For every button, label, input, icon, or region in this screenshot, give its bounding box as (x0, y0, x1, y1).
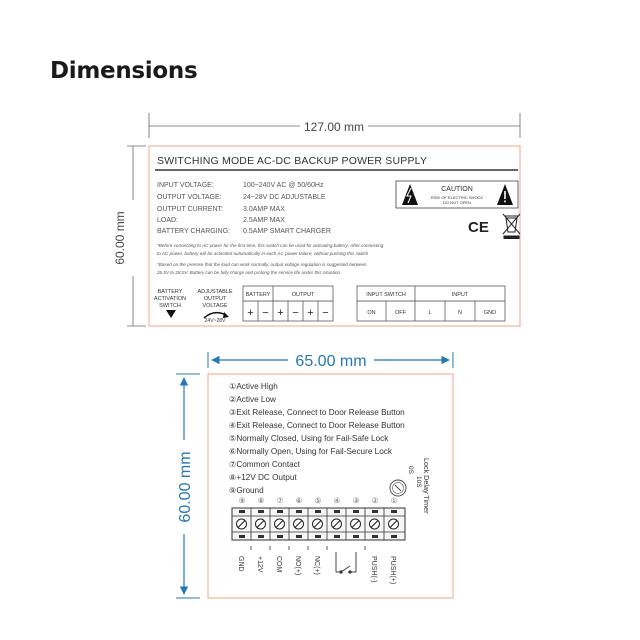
terminal-sign: + (277, 307, 284, 319)
svg-text:①Active High: ①Active High (229, 382, 278, 391)
svg-text:+12V: +12V (256, 556, 263, 573)
terminal-battery-label: BATTERY (245, 292, 271, 298)
input-cell: L (428, 310, 432, 316)
label1-dimension-height (113, 146, 146, 326)
note2-line1: *Based on the premise that the load can work normally, output voltage regulation is suggested between (157, 262, 367, 267)
terminal-sign: + (247, 307, 254, 319)
caution-box (396, 181, 518, 208)
svg-text:OUTPUT: OUTPUT (203, 296, 227, 302)
input-switch-label: INPUT SWITCH (366, 292, 406, 298)
svg-text:ADJUSTABLE: ADJUSTABLE (197, 289, 233, 295)
svg-text:⑨Ground: ⑨Ground (229, 486, 264, 495)
input-cell: ON (367, 310, 376, 316)
terminal-sign: − (262, 307, 269, 319)
svg-text:PUSH(+): PUSH(+) (389, 556, 396, 585)
terminal-sign: − (292, 307, 299, 319)
svg-text:⑥Normally Open, Using for Fail: ⑥Normally Open, Using for Fail-Secure Lock (229, 447, 392, 456)
voltage-range: 24V~28V (204, 318, 226, 324)
svg-text:⑧: ⑧ (257, 496, 265, 505)
svg-text:ACTIVATION: ACTIVATION (153, 296, 187, 302)
battery-output-terminals (243, 286, 333, 321)
svg-text:⑨: ⑨ (238, 496, 246, 505)
terminal-sign: − (322, 307, 329, 319)
label1-heading: SWITCHING MODE AC-DC BACKUP POWER SUPPLY (157, 155, 428, 167)
note1-line1: *Before connecting to AC power for the first time, this switch can be used for activating battery; After connecting (157, 243, 384, 248)
svg-text:BATTERY: BATTERY (157, 289, 183, 295)
caution-line1: RISK OF ELECTRIC SHOCK (430, 195, 484, 200)
svg-text:COM: COM (275, 556, 282, 573)
spec-value: 2.5AMP MAX (243, 217, 285, 224)
svg-text:①: ① (390, 496, 398, 505)
svg-text:③Exit Release, Connect to Door: ③Exit Release, Connect to Door Release Button (229, 408, 405, 417)
svg-text:SWITCH: SWITCH (159, 303, 181, 309)
board2-height-text: 60.00 mm (177, 451, 194, 523)
spec-key: BATTERY CHARGING: (157, 228, 231, 235)
spec-value: 100~240V AC @ 50/60Hz (243, 182, 324, 189)
note2-line2: 26.5V to 28.0V. Battery can be fully charge and prolong the service life under this situation. (157, 270, 342, 275)
board2-width-text: 65.00 mm (295, 353, 367, 370)
svg-text:④Exit Release, Connect to Door: ④Exit Release, Connect to Door Release Button (229, 421, 405, 430)
input-terminals (357, 286, 505, 321)
terminal-block (232, 508, 405, 540)
svg-text:⑤Normally Closed, Using for Fa: ⑤Normally Closed, Using for Fail-Safe Lock (229, 434, 389, 443)
spec-value: 3.0AMP MAX (243, 206, 285, 213)
label1-dimension-width (149, 113, 520, 138)
spec-key: LOAD: (157, 217, 179, 224)
svg-text:GND: GND (237, 556, 244, 572)
input-cell: N (458, 310, 462, 316)
svg-text:VOLTAGE: VOLTAGE (202, 303, 228, 309)
timer-label: Lock Delay Timer (422, 458, 431, 514)
input-label: INPUT (451, 292, 469, 298)
svg-text:④: ④ (333, 496, 341, 505)
input-cell: GND (483, 310, 497, 316)
svg-text:PUSH(-): PUSH(-) (370, 556, 377, 583)
svg-text:⑧+12V DC Output: ⑧+12V DC Output (229, 473, 297, 482)
svg-text:②: ② (371, 496, 379, 505)
terminal-sign: + (307, 307, 314, 319)
svg-text:②Active Low: ②Active Low (229, 395, 276, 404)
spec-key: OUTPUT VOLTAGE: (157, 194, 222, 201)
svg-text:NC(+): NC(+) (313, 556, 320, 575)
spec-key: OUTPUT CURRENT: (157, 206, 223, 213)
svg-text:⑥: ⑥ (295, 496, 303, 505)
board2-dimension-height (176, 374, 200, 598)
ce-mark: CE (468, 219, 489, 236)
svg-text:⑦: ⑦ (276, 496, 284, 505)
input-cell: OFF (395, 310, 406, 316)
svg-text:⑦Common Contact: ⑦Common Contact (229, 460, 301, 469)
timer-0s: 0S (407, 466, 414, 474)
note1-line2: to AC power, battery will be activated automatically in each AC power failure, without pushing this switch (157, 251, 369, 256)
terminal-output-label: OUTPUT (291, 292, 315, 298)
caution-title: CAUTION (441, 186, 473, 193)
spec-value: 24~28V DC ADJUSTABLE (243, 194, 326, 201)
spec-key: INPUT VOLTAGE: (157, 182, 214, 189)
terminal-number-row (239, 496, 398, 505)
page-title: Dimensions (50, 58, 198, 84)
svg-text:③: ③ (352, 496, 360, 505)
label1-height-text: 60.00 mm (113, 211, 127, 265)
svg-text:NO(+): NO(+) (294, 556, 301, 576)
label1-width-text: 127.00 mm (303, 120, 365, 134)
caution-line2: DO NOT OPEN (443, 200, 471, 205)
svg-text:⑤: ⑤ (314, 496, 322, 505)
timer-10s: 10S (415, 476, 422, 488)
spec-value: 0.5AMP SMART CHARGER (243, 228, 331, 235)
board2-dimension-width (208, 352, 453, 370)
